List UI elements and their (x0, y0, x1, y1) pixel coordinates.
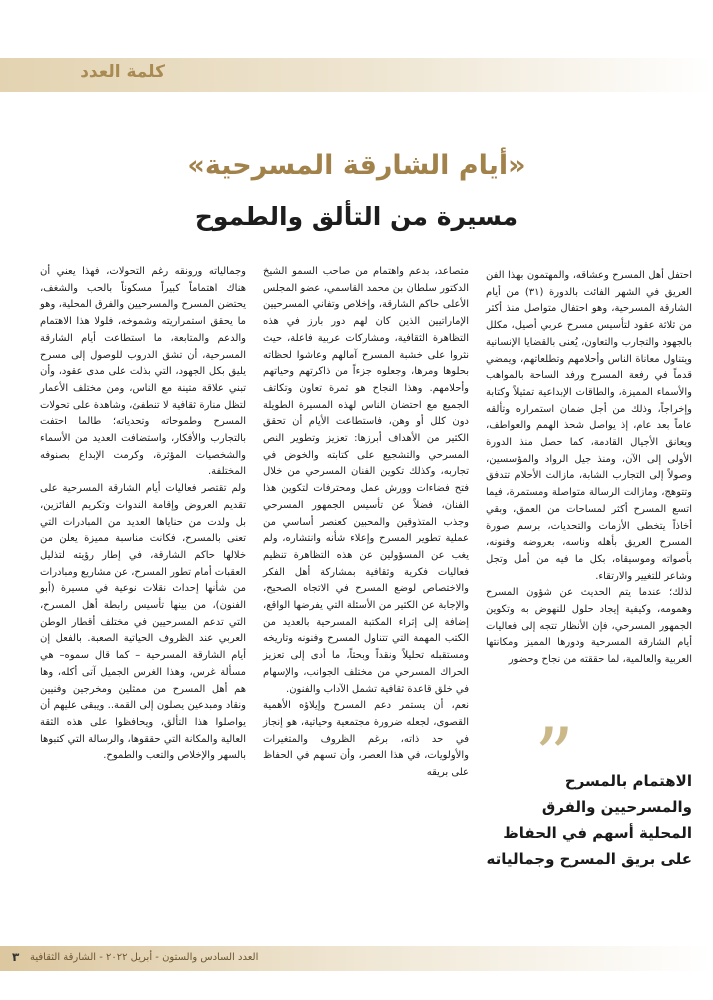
article-column-3 (40, 264, 246, 896)
paragraph: نعم، أن يستمر دعم المسرح وإيلاؤه الأهمية القصوى، لجعله ضرورة مجتمعية وحياتية، هو إنجاز في حد ذاته، برغم الظروف والمتغيرات والأولويات، في هذا العصر، وأن تسهم في الحفاظ على بريقه (263, 700, 469, 779)
footer-issue-info: العدد السادس والستون - أبريل ٢٠٢٢ - الشارقة الثقافية (30, 952, 259, 963)
quote-mark-icon: ” (534, 712, 574, 802)
paragraph: احتفل أهل المسرح وعشاقه، والمهتمون بهذا الفن العريق في الشهر الفائت بالدورة (٣١) من أيام الشارقة المسرحية، وهو احتفال متواصل منذ أكثر من ثلاثة عقود لتأسيس مسرح عربي أصيل، مكلل بالجهود والتجارب والتعاون، يُعنى بالقضايا الإنسانية ويتناول معاناة الناس وأحلامهم وتطلعاتهم، ويمضي قدماً في رفعة المسرح ورفد الساحة بالمواهب والأسماء المميزة، والطاقات الإبداعية تمثيلاً وكتابة وإخراجاً، وذلك من أجل ضمان استمراره وتألقه عاماً بعد عام، إذ يواصل شحذ الهمم والعواطف، ويعانق الأجيال القادمة، كما حصل منذ الدورة الأولى إلى الآن، ومنذ جيل الرواد والمؤسسين، وصولاً إلى التجارب الشابة، مازالت الأحلام تتدفق وتتوهج، ومازالت الرسالة متواصلة ومستمرة، فيما اتسع المسرح أكثر لمساحات من العمق، وبقي أخاذاً يتخطى الأزمات والتحديات، برسم صورة المسرح العريق بأهله وناسه، بعروضه وفنونه، بأصواته وموسيقاه، بكل ما فيه من أمل وتجل وشاعر للتغيير والارتقاء. (486, 270, 692, 582)
section-label: كلمة العدد (80, 62, 165, 82)
paragraph: ولم تقتصر فعاليات أيام الشارقة المسرحية على تقديم العروض وإقامة الندوات وتكريم الفائزين، بل ولدت من حناياها العديد من المبادرات التي تعنى بالمسرح، فكانت مناسبة مميزة يعلن من خلالها حاكم الشارقة، في إطار رؤيته لتذليل العقبات أمام تطور المسرح، عن مشاريع ومبادرات من شأنها إحداث نقلات نوعية في مسيرة (أبو الفنون)، من بينها تأسيس رابطة أهل المسرح، التي تدعم المسرحيين في مختلف أقطار الوطن العربي عند الظروف الحياتية الصعبة. بالفعل إن أيام الشارقة المسرحية – كما قال سموه– هي مسألة غرس، وهذا الغرس الجميل آتى أكله، وها هم أهل المسرح من ممثلين ومخرجين وفنيين ونقاد ومبدعين يصلون إلى القمة.. ويبقى عليهم أن يواصلوا هذا التألق، ويحافظوا على هذه الثقة العالية والمكانة التي حققوها، والرسالة التي كتبوها بالسهر والإخلاص والتعب والطموح. (40, 483, 246, 762)
page-number: ٣ (12, 950, 20, 964)
paragraph: لذلك؛ عندما يتم الحديث عن شؤون المسرح وهمومه، وكيفية إيجاد حلول للنهوض به وتكوين الجمهور المسرحي، فإن الأنظار تتجه إلى فعاليات أيام الشارقة المسرحية ودورها المميز ومكانتها العربية والعالمية، لما حققته من نجاح وحضور (486, 587, 692, 666)
article-title: «أيام الشارقة المسرحية» (187, 150, 526, 181)
pull-quote-text: الاهتمام بالمسرح والمسرحيين والفرق المحلية أسهم في الحفاظ على بريق المسرح وجمالياته (486, 772, 692, 868)
article-column-2 (263, 264, 469, 896)
paragraph: متصاعد، بدعم واهتمام من صاحب السمو الشيخ الدكتور سلطان بن محمد القاسمي، عضو المجلس الأعلى حاكم الشارقة، وإخلاص وتفاني المسرحيين الإماراتيين الذين كان لهم دور بارز في هذه التظاهرة الثقافية، ومشاركات عربية فاعلة، حيث نثروا على خشبة المسرح آمالهم وعاشوا لحظاته بحلوها ومرها، وجعلوه جزءاً من ذاكرتهم وحياتهم وأحلامهم. وهذا النجاح هو ثمرة تعاون وتكاتف الجميع مع احتضان الناس لهذه المسيرة الطويلة دون كلل أو وهن، فاستطاعت الأيام أن تحقق الكثير من الأهداف أبرزها: تعزيز وتطوير النص المسرحي والتشجيع على كتابته والخوض في تجاربه، وكذلك تكوين الفنان المسرحي من خلال فتح فضاءات وورش عمل ومحترفات لتكوين هذا الفنان، فضلاً عن تأسيس الجمهور المسرحي وجذب المتذوقين والمحبين كعنصر أساسي من عملية تطوير المسرح وإعلاء شأنه وانتشاره، ولم يغب عن المسؤولين عن هذه التظاهرة تنظيم فعاليات فكرية وثقافية بمشاركة أهل الفكر والاختصاص لوضع المسرح في الاتجاه الصحيح، والإجابة عن الكثير من الأسئلة التي يفرضها الواقع، إضافة إلى إثراء المكتبة المسرحية بالعديد من الكتب المهمة التي تتناول المسرح وفنونه وتاريخه ومستقبله تحليلاً ونقداً وبحثاً، ما أدى إلى تعزيز الحراك المسرحي من مختلف الجوانب، والإسهام في خلق قاعدة ثقافية تشمل الآداب والفنون. (263, 266, 469, 695)
article-subtitle: مسيرة من التألق والطموح (194, 202, 519, 231)
paragraph: وجمالياته ورونقه رغم التحولات، فهذا يعني أن هناك اهتماماً كبيراً مسكوناً بالحب والشغف، يحتضن المسرح والمسرحيين والفرق المحلية، وهو ما يحقق استمراريته وشموخه، فلولا هذا الاهتمام والدعم والمتابعة، ما استطاعت أيام الشارقة المسرحية، أن تشق الدروب للوصول إلى مسرح يليق بكل الجهود، التي بذلت على مدى عقود، وأن تبني علاقة متينة مع الناس، ومن مختلف الأعمار لتظل منارة ثقافية لا تنطفئ، وشاهدة على تحولات المسرح وطموحاته وتحدياته؛ طالما احتفت بالتجارب والأفكار، واستضافت العديد من الأسماء والشخصيات المؤثرة، وكرمت الإبداع بصنوفه المختلفة. (40, 266, 246, 478)
article-column-1 (486, 268, 692, 666)
pull-quote (486, 712, 692, 900)
